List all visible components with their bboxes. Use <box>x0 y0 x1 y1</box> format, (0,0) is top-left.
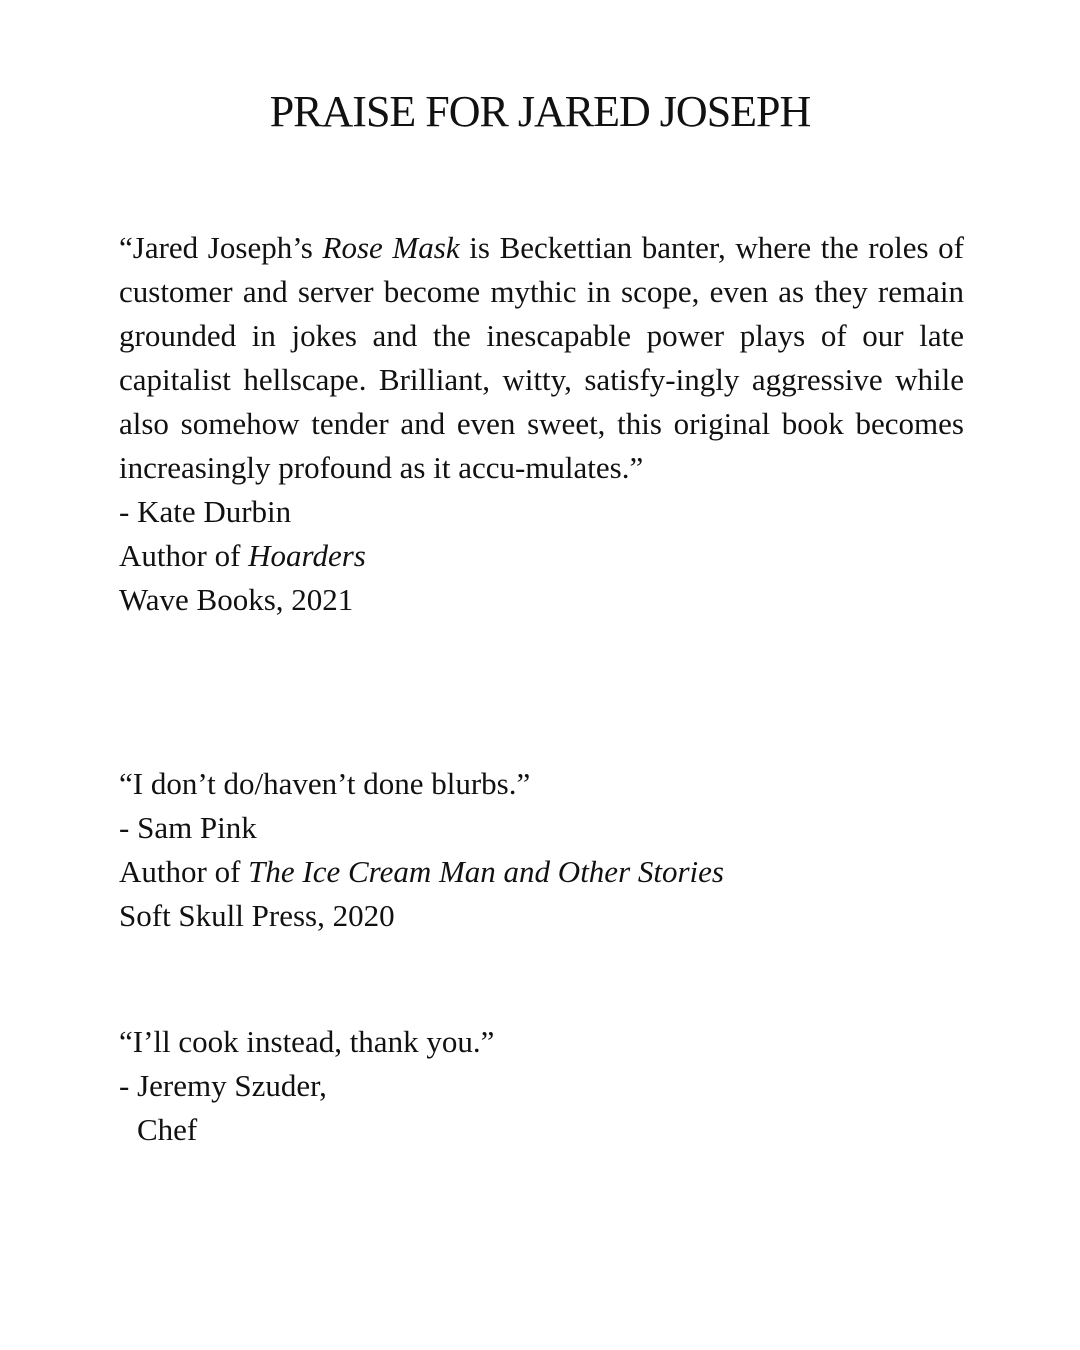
attribution: - Sam Pink <box>119 810 257 845</box>
role-book-title: Hoarders <box>248 538 366 573</box>
blurb-quote <box>119 226 964 490</box>
book-title: Rose Mask <box>322 230 460 265</box>
publisher: Wave Books, 2021 <box>119 582 354 617</box>
page-title: PRAISE FOR JARED JOSEPH <box>269 87 811 136</box>
blurb-sam-pink <box>119 762 964 938</box>
blurb-jeremy-szuder <box>119 1020 964 1152</box>
blurb-quote: “I don’t do/haven’t done blurbs.” <box>119 766 531 801</box>
publisher: Soft Skull Press, 2020 <box>119 898 395 933</box>
blurb-kate-durbin <box>119 226 964 622</box>
attribution: - Kate Durbin <box>119 494 292 529</box>
role-prefix: Author of <box>119 538 249 573</box>
author-role <box>119 850 964 894</box>
role-book-title: The Ice Cream Man and Other Stories <box>248 854 724 889</box>
author-role: Chef <box>137 1112 198 1147</box>
attribution: - Jeremy Szuder, <box>119 1068 327 1103</box>
role-prefix: Author of <box>119 854 249 889</box>
blurb-quote: “I’ll cook instead, thank you.” <box>119 1024 495 1059</box>
author-role <box>119 534 964 578</box>
quote-open: “Jared Joseph’s <box>119 230 323 265</box>
quote-rest: is Beckettian banter, where the roles of customer and server become mythic in scope, even as they remain grounded in jokes and the inescapable power plays of our late capitalist hellscape. Brilliant, witty, satisfy-ingly aggressive while also somehow tender and even sweet, this original book becomes increasingly profound as it accu-mulates.” <box>119 230 964 485</box>
